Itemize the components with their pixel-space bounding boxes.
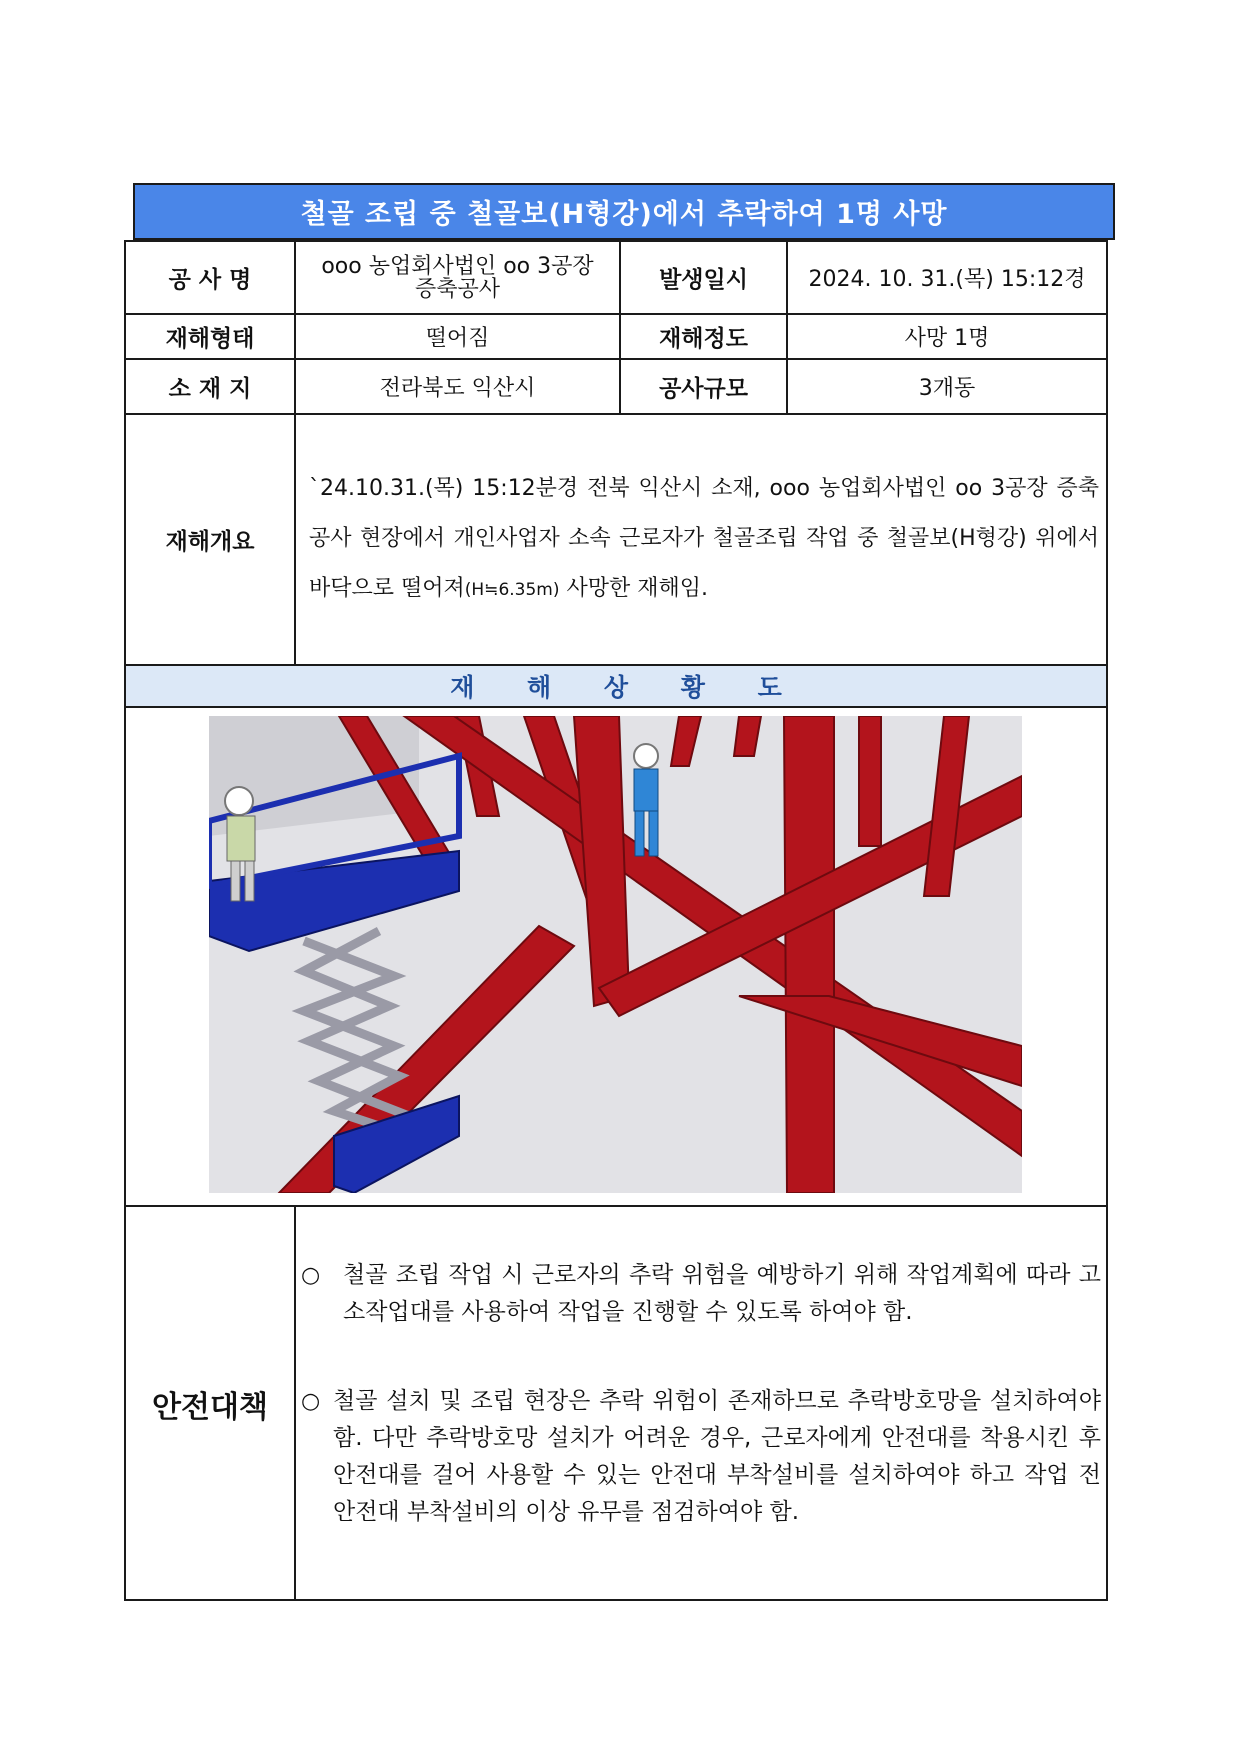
situation-heading-bar	[126, 666, 1106, 706]
worker-vest	[227, 816, 255, 861]
safety-measure-2	[296, 1383, 1104, 1583]
project-name-line2: 증축공사	[414, 276, 500, 302]
safety-measure-2-text: 철골 설치 및 조립 현장은 추락 위험이 존재하므로 추락방호망을 설치하여야 함. 다만 추락방호망 설치가 어려운 경우, 근로자에게 안전대를 착용시킨 후 안전대를 걸어 사용할 수 있는 안전대 부착설비를 설치하여야 하고 작업 전 안전대 부착설비의 이상 유무를 점검하여야 함.	[333, 1388, 1101, 1525]
date-value: 2024. 10. 31.(목) 15:12경	[808, 267, 1086, 292]
overview-height-note: (H≒6.35m)	[464, 580, 560, 600]
location-value: 전라북도 익산시	[379, 376, 536, 401]
type-value: 떨어짐	[425, 326, 490, 351]
bullet-circle-icon: ○	[301, 1263, 321, 1288]
rule	[294, 413, 296, 664]
report-title: 철골 조립 중 철골보(H형강)에서 추락하여 1명 사망	[300, 199, 948, 230]
steel-column-thin	[859, 716, 881, 846]
accident-scene-illustration	[209, 716, 1022, 1193]
severity-label: 재해정도	[659, 326, 748, 352]
overview-text-main: `24.10.31.(목) 15:12분경 전북 익산시 소재, ooo 농업회사법인 oo 3공장 증축공사 현장에서 개인사업자 소속 근로자가 철골조립 작업 중 철골보(H형강) 위에서 바닥으로 떨어져	[309, 476, 1099, 601]
project-name-label: 공 사 명	[168, 267, 252, 293]
situation-heading: 재 해 상 황 도	[450, 673, 804, 702]
overview-label: 재해개요	[165, 529, 255, 555]
worker-leg	[231, 861, 240, 901]
rule	[126, 706, 1106, 708]
overview-text	[309, 464, 1099, 615]
safety-measure-1	[296, 1257, 1104, 1377]
safety-measure-1-text: 철골 조립 작업 시 근로자의 추락 위험을 예방하기 위해 작업계획에 따라 고소작업대를 사용하여 작업을 진행할 수 있도록 하여야 함.	[343, 1262, 1101, 1325]
overview-text-end: 사망한 재해임.	[559, 576, 708, 601]
report-title-bar	[133, 183, 1115, 240]
worker-leg	[245, 861, 254, 901]
project-name-line1: ooo 농업회사법인 oo 3공장	[321, 253, 594, 279]
severity-value: 사망 1명	[904, 326, 990, 351]
worker-leg	[635, 811, 644, 856]
worker-body	[634, 769, 658, 811]
bullet-circle-icon: ○	[301, 1389, 321, 1414]
steel-main-column	[784, 716, 834, 1193]
type-label: 재해형태	[165, 326, 255, 352]
report-table	[124, 240, 1108, 1601]
location-label: 소 재 지	[168, 376, 252, 402]
safety-label: 안전대책	[152, 1390, 268, 1425]
scale-value: 3개동	[918, 376, 976, 401]
hard-hat	[225, 787, 253, 815]
worker-leg	[649, 811, 658, 856]
hard-hat	[634, 744, 658, 768]
scale-label: 공사규모	[659, 376, 748, 402]
project-name-value	[296, 242, 619, 313]
date-label: 발생일시	[659, 267, 748, 293]
